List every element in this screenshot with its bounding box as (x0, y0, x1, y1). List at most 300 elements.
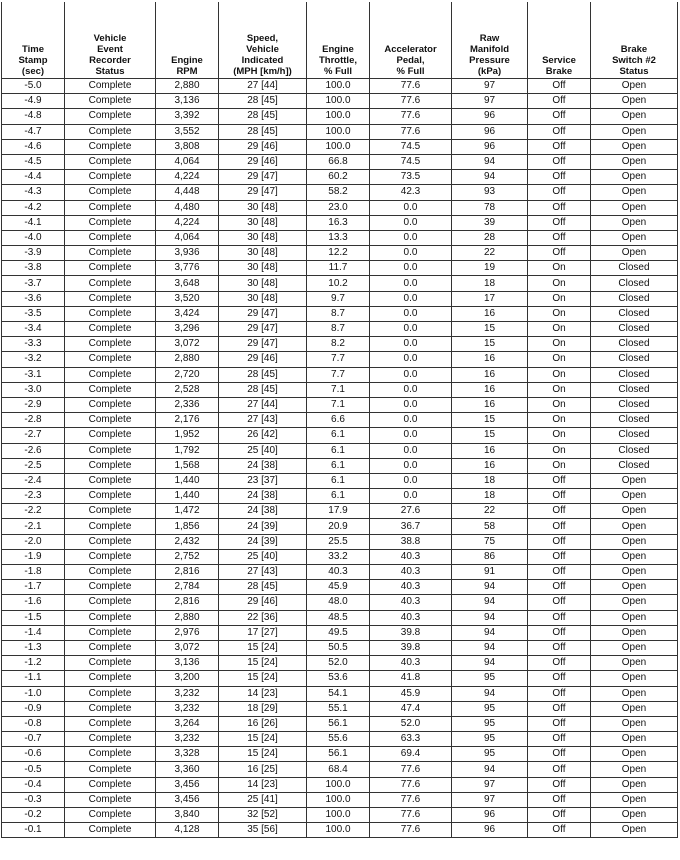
recorder-status-cell: Complete (65, 823, 156, 838)
vehicle-speed-cell: 14 [23] (219, 686, 307, 701)
engine-throttle-cell: 100.0 (307, 777, 370, 792)
header-label-line: Service (542, 55, 576, 66)
header-row (2, 2, 678, 79)
brake-switch-cell: Open (591, 534, 678, 549)
vehicle-speed-cell: 25 [41] (219, 792, 307, 807)
table-row (2, 139, 678, 154)
engine-throttle-cell: 6.1 (307, 473, 370, 488)
manifold-pressure-cell: 15 (452, 428, 528, 443)
service-brake-cell: On (528, 443, 591, 458)
vehicle-speed-cell: 24 [39] (219, 534, 307, 549)
service-brake-cell: On (528, 413, 591, 428)
service-brake-cell: Off (528, 94, 591, 109)
header-label-line: Pedal, (396, 55, 425, 66)
service-brake-cell: Off (528, 595, 591, 610)
manifold-pressure-cell: 97 (452, 777, 528, 792)
service-brake-cell: Off (528, 762, 591, 777)
brake-switch-header (591, 2, 678, 79)
table-row (2, 79, 678, 94)
engine-throttle-cell: 7.1 (307, 397, 370, 412)
time-stamp-cell: -2.4 (2, 473, 65, 488)
time-stamp-cell: -1.3 (2, 640, 65, 655)
engine-throttle-cell: 68.4 (307, 762, 370, 777)
header-label-line: Manifold (469, 44, 510, 55)
recorder-status-cell: Complete (65, 261, 156, 276)
manifold-pressure-cell: 16 (452, 306, 528, 321)
table-row (2, 413, 678, 428)
vehicle-speed-cell: 18 [29] (219, 701, 307, 716)
time-stamp-cell: -0.2 (2, 808, 65, 823)
manifold-pressure-cell: 17 (452, 291, 528, 306)
time-stamp-cell: -0.4 (2, 777, 65, 792)
service-brake-cell: Off (528, 565, 591, 580)
manifold-pressure-cell: 19 (452, 261, 528, 276)
vehicle-speed-cell: 29 [47] (219, 185, 307, 200)
service-brake-cell: Off (528, 823, 591, 838)
table-row (2, 215, 678, 230)
engine-rpm-cell: 2,720 (156, 367, 219, 382)
vehicle-speed-cell: 22 [36] (219, 610, 307, 625)
service-brake-cell: Off (528, 686, 591, 701)
recorder-status-cell: Complete (65, 79, 156, 94)
engine-rpm-cell: 3,232 (156, 701, 219, 716)
time-stamp-cell: -2.9 (2, 397, 65, 412)
brake-switch-cell: Open (591, 154, 678, 169)
table-row (2, 716, 678, 731)
recorder-status-cell: Complete (65, 246, 156, 261)
recorder-status-cell: Complete (65, 337, 156, 352)
manifold-pressure-cell: 94 (452, 686, 528, 701)
engine-rpm-cell: 2,176 (156, 413, 219, 428)
engine-rpm-cell: 1,792 (156, 443, 219, 458)
recorder-status-cell: Complete (65, 565, 156, 580)
manifold-pressure-cell: 94 (452, 656, 528, 671)
accelerator-pedal-header (370, 2, 452, 79)
manifold-pressure-cell: 22 (452, 504, 528, 519)
brake-switch-cell: Open (591, 747, 678, 762)
recorder-status-cell: Complete (65, 170, 156, 185)
time-stamp-cell: -0.7 (2, 732, 65, 747)
accelerator-pedal-cell: 0.0 (370, 306, 452, 321)
time-stamp-cell: -1.2 (2, 656, 65, 671)
header-label-line: Engine (322, 44, 354, 55)
table-row (2, 230, 678, 245)
time-stamp-cell: -3.2 (2, 352, 65, 367)
time-stamp-cell: -1.5 (2, 610, 65, 625)
brake-switch-cell: Open (591, 170, 678, 185)
manifold-pressure-cell: 15 (452, 322, 528, 337)
table-row (2, 549, 678, 564)
vehicle-speed-cell: 28 [45] (219, 124, 307, 139)
vehicle-speed-cell: 29 [47] (219, 322, 307, 337)
time-stamp-cell: -4.2 (2, 200, 65, 215)
table-row (2, 656, 678, 671)
table-row (2, 170, 678, 185)
table-row (2, 640, 678, 655)
vehicle-speed-cell: 17 [27] (219, 625, 307, 640)
engine-throttle-cell: 6.1 (307, 428, 370, 443)
header-label-line: Accelerator (384, 44, 437, 55)
time-stamp-cell: -1.6 (2, 595, 65, 610)
manifold-pressure-cell: 16 (452, 367, 528, 382)
brake-switch-cell: Open (591, 823, 678, 838)
engine-rpm-cell: 3,200 (156, 671, 219, 686)
brake-switch-cell: Open (591, 580, 678, 595)
table-row (2, 747, 678, 762)
engine-rpm-cell: 1,856 (156, 519, 219, 534)
manifold-pressure-cell: 96 (452, 124, 528, 139)
time-stamp-cell: -3.3 (2, 337, 65, 352)
recorder-status-header (65, 2, 156, 79)
accelerator-pedal-cell: 39.8 (370, 625, 452, 640)
service-brake-cell: On (528, 306, 591, 321)
recorder-status-cell: Complete (65, 792, 156, 807)
engine-throttle-cell: 6.6 (307, 413, 370, 428)
service-brake-cell: On (528, 428, 591, 443)
header-label-line: (MPH [km/h]) (233, 66, 292, 77)
time-stamp-cell: -0.9 (2, 701, 65, 716)
vehicle-speed-cell: 29 [47] (219, 306, 307, 321)
accelerator-pedal-cell: 0.0 (370, 367, 452, 382)
accelerator-pedal-cell: 0.0 (370, 230, 452, 245)
engine-throttle-cell: 7.7 (307, 367, 370, 382)
header-label-line: Stamp (18, 55, 48, 66)
brake-switch-cell: Open (591, 185, 678, 200)
engine-rpm-cell: 1,440 (156, 489, 219, 504)
manifold-pressure-cell: 16 (452, 382, 528, 397)
service-brake-cell: Off (528, 747, 591, 762)
vehicle-speed-cell: 25 [40] (219, 443, 307, 458)
engine-throttle-cell: 58.2 (307, 185, 370, 200)
accelerator-pedal-cell: 40.3 (370, 610, 452, 625)
vehicle-speed-header (219, 2, 307, 79)
accelerator-pedal-cell: 74.5 (370, 139, 452, 154)
engine-throttle-cell: 6.1 (307, 458, 370, 473)
table-row (2, 762, 678, 777)
recorder-status-cell: Complete (65, 397, 156, 412)
engine-throttle-cell: 48.5 (307, 610, 370, 625)
engine-throttle-cell: 66.8 (307, 154, 370, 169)
time-stamp-cell: -4.6 (2, 139, 65, 154)
table-row (2, 428, 678, 443)
time-stamp-cell: -3.5 (2, 306, 65, 321)
service-brake-cell: Off (528, 701, 591, 716)
vehicle-speed-cell: 15 [24] (219, 656, 307, 671)
engine-rpm-cell: 3,456 (156, 777, 219, 792)
table-body (2, 79, 678, 838)
recorder-status-cell: Complete (65, 382, 156, 397)
table-row (2, 777, 678, 792)
time-stamp-cell: -1.9 (2, 549, 65, 564)
accelerator-pedal-cell: 77.6 (370, 808, 452, 823)
engine-throttle-cell: 7.1 (307, 382, 370, 397)
recorder-status-cell: Complete (65, 489, 156, 504)
engine-rpm-cell: 3,232 (156, 732, 219, 747)
header-label-line: % Full (324, 66, 352, 77)
brake-switch-cell: Open (591, 640, 678, 655)
engine-rpm-cell: 3,808 (156, 139, 219, 154)
service-brake-cell: Off (528, 808, 591, 823)
manifold-pressure-cell: 18 (452, 473, 528, 488)
header-label-line: Speed, (246, 33, 279, 44)
brake-switch-cell: Open (591, 656, 678, 671)
accelerator-pedal-cell: 40.3 (370, 565, 452, 580)
manifold-pressure-cell: 16 (452, 458, 528, 473)
time-stamp-cell: -2.7 (2, 428, 65, 443)
vehicle-speed-cell: 27 [43] (219, 413, 307, 428)
brake-switch-cell: Open (591, 777, 678, 792)
header-label-line: Throttle, (319, 55, 357, 66)
engine-rpm-cell: 2,336 (156, 397, 219, 412)
service-brake-header (528, 2, 591, 79)
manifold-pressure-cell: 94 (452, 170, 528, 185)
time-stamp-cell: -1.0 (2, 686, 65, 701)
table-header (2, 2, 678, 79)
brake-switch-cell: Open (591, 671, 678, 686)
recorder-status-cell: Complete (65, 610, 156, 625)
table-row (2, 701, 678, 716)
service-brake-cell: Off (528, 185, 591, 200)
accelerator-pedal-cell: 0.0 (370, 413, 452, 428)
time-stamp-cell: -0.3 (2, 792, 65, 807)
time-stamp-cell: -1.4 (2, 625, 65, 640)
accelerator-pedal-cell: 40.3 (370, 595, 452, 610)
engine-throttle-cell: 55.6 (307, 732, 370, 747)
engine-rpm-cell: 3,072 (156, 337, 219, 352)
service-brake-cell: Off (528, 170, 591, 185)
service-brake-cell: On (528, 291, 591, 306)
accelerator-pedal-cell: 42.3 (370, 185, 452, 200)
accelerator-pedal-cell: 77.6 (370, 94, 452, 109)
engine-throttle-cell: 100.0 (307, 124, 370, 139)
engine-throttle-cell: 50.5 (307, 640, 370, 655)
vehicle-speed-cell: 29 [46] (219, 139, 307, 154)
accelerator-pedal-cell: 36.7 (370, 519, 452, 534)
vehicle-speed-cell: 30 [48] (219, 261, 307, 276)
accelerator-pedal-cell: 0.0 (370, 337, 452, 352)
service-brake-cell: Off (528, 625, 591, 640)
manifold-pressure-cell: 94 (452, 154, 528, 169)
manifold-pressure-cell: 15 (452, 413, 528, 428)
table-row (2, 200, 678, 215)
brake-switch-cell: Open (591, 139, 678, 154)
recorder-status-cell: Complete (65, 777, 156, 792)
manifold-pressure-cell: 18 (452, 276, 528, 291)
accelerator-pedal-cell: 40.3 (370, 549, 452, 564)
accelerator-pedal-cell: 0.0 (370, 458, 452, 473)
manifold-pressure-cell: 16 (452, 352, 528, 367)
engine-throttle-cell: 23.0 (307, 200, 370, 215)
manifold-pressure-cell: 96 (452, 109, 528, 124)
service-brake-cell: Off (528, 200, 591, 215)
accelerator-pedal-cell: 77.6 (370, 79, 452, 94)
recorder-status-cell: Complete (65, 625, 156, 640)
manifold-pressure-cell: 97 (452, 94, 528, 109)
engine-throttle-cell: 8.2 (307, 337, 370, 352)
manifold-pressure-cell: 94 (452, 640, 528, 655)
vehicle-speed-cell: 15 [24] (219, 640, 307, 655)
brake-switch-cell: Open (591, 79, 678, 94)
accelerator-pedal-cell: 77.6 (370, 792, 452, 807)
service-brake-cell: Off (528, 640, 591, 655)
engine-rpm-cell: 3,360 (156, 762, 219, 777)
accelerator-pedal-cell: 0.0 (370, 397, 452, 412)
time-stamp-cell: -4.4 (2, 170, 65, 185)
accelerator-pedal-cell: 0.0 (370, 473, 452, 488)
time-stamp-cell: -0.8 (2, 716, 65, 731)
recorder-status-cell: Complete (65, 276, 156, 291)
accelerator-pedal-cell: 0.0 (370, 322, 452, 337)
time-stamp-cell: -1.1 (2, 671, 65, 686)
service-brake-cell: Off (528, 792, 591, 807)
engine-throttle-cell: 60.2 (307, 170, 370, 185)
accelerator-pedal-cell: 73.5 (370, 170, 452, 185)
header-label-line: Indicated (241, 55, 284, 66)
engine-throttle-cell: 17.9 (307, 504, 370, 519)
service-brake-cell: Off (528, 489, 591, 504)
recorder-status-cell: Complete (65, 124, 156, 139)
accelerator-pedal-cell: 77.6 (370, 109, 452, 124)
time-stamp-cell: -4.5 (2, 154, 65, 169)
brake-switch-cell: Closed (591, 397, 678, 412)
engine-rpm-cell: 2,816 (156, 565, 219, 580)
vehicle-speed-cell: 26 [42] (219, 428, 307, 443)
table-row (2, 322, 678, 337)
recorder-status-cell: Complete (65, 413, 156, 428)
vehicle-speed-cell: 27 [44] (219, 79, 307, 94)
vehicle-speed-cell: 16 [26] (219, 716, 307, 731)
manifold-pressure-cell: 58 (452, 519, 528, 534)
vehicle-speed-cell: 27 [43] (219, 565, 307, 580)
engine-rpm-cell: 3,840 (156, 808, 219, 823)
accelerator-pedal-cell: 39.8 (370, 640, 452, 655)
recorder-status-cell: Complete (65, 473, 156, 488)
time-stamp-cell: -3.4 (2, 322, 65, 337)
accelerator-pedal-cell: 40.3 (370, 656, 452, 671)
accelerator-pedal-cell: 0.0 (370, 382, 452, 397)
vehicle-speed-cell: 28 [45] (219, 94, 307, 109)
engine-rpm-cell: 2,880 (156, 79, 219, 94)
vehicle-speed-cell: 29 [46] (219, 595, 307, 610)
table-row (2, 261, 678, 276)
service-brake-cell: Off (528, 246, 591, 261)
engine-throttle-cell: 100.0 (307, 808, 370, 823)
engine-throttle-cell: 52.0 (307, 656, 370, 671)
service-brake-cell: Off (528, 154, 591, 169)
vehicle-speed-cell: 28 [45] (219, 580, 307, 595)
manifold-pressure-cell: 96 (452, 808, 528, 823)
time-stamp-cell: -5.0 (2, 79, 65, 94)
engine-throttle-cell: 20.9 (307, 519, 370, 534)
accelerator-pedal-cell: 41.8 (370, 671, 452, 686)
table-row (2, 246, 678, 261)
recorder-status-cell: Complete (65, 580, 156, 595)
header-label-line: Status (619, 66, 649, 77)
time-stamp-cell: -3.7 (2, 276, 65, 291)
service-brake-cell: Off (528, 139, 591, 154)
table-row (2, 154, 678, 169)
time-stamp-cell: -2.5 (2, 458, 65, 473)
brake-switch-cell: Open (591, 519, 678, 534)
brake-switch-cell: Closed (591, 428, 678, 443)
time-stamp-cell: -2.6 (2, 443, 65, 458)
header-label-line: (kPa) (477, 66, 502, 77)
engine-rpm-cell: 2,528 (156, 382, 219, 397)
engine-throttle-cell: 100.0 (307, 823, 370, 838)
accelerator-pedal-cell: 0.0 (370, 215, 452, 230)
manifold-pressure-cell: 22 (452, 246, 528, 261)
service-brake-cell: Off (528, 732, 591, 747)
brake-switch-cell: Closed (591, 337, 678, 352)
recorder-status-cell: Complete (65, 808, 156, 823)
service-brake-cell: Off (528, 549, 591, 564)
brake-switch-cell: Closed (591, 443, 678, 458)
recorder-status-cell: Complete (65, 352, 156, 367)
brake-switch-cell: Closed (591, 367, 678, 382)
header-label-line: % Full (396, 66, 425, 77)
accelerator-pedal-cell: 27.6 (370, 504, 452, 519)
header-label-line: (sec) (21, 66, 45, 77)
recorder-status-cell: Complete (65, 185, 156, 200)
accelerator-pedal-cell: 0.0 (370, 352, 452, 367)
time-stamp-cell: -3.1 (2, 367, 65, 382)
accelerator-pedal-cell: 38.8 (370, 534, 452, 549)
header-label-line: Recorder (89, 55, 131, 66)
header-label-line: Brake (620, 44, 648, 55)
recorder-status-cell: Complete (65, 154, 156, 169)
accelerator-pedal-cell: 74.5 (370, 154, 452, 169)
accelerator-pedal-cell: 63.3 (370, 732, 452, 747)
brake-switch-cell: Closed (591, 276, 678, 291)
engine-rpm-cell: 2,816 (156, 595, 219, 610)
time-stamp-header (2, 2, 65, 79)
brake-switch-cell: Open (591, 246, 678, 261)
engine-rpm-cell: 4,128 (156, 823, 219, 838)
manifold-pressure-cell: 78 (452, 200, 528, 215)
engine-rpm-cell: 2,752 (156, 549, 219, 564)
manifold-pressure-cell: 16 (452, 397, 528, 412)
table-row (2, 595, 678, 610)
service-brake-cell: Off (528, 777, 591, 792)
time-stamp-cell: -3.9 (2, 246, 65, 261)
table-row (2, 337, 678, 352)
engine-rpm-cell: 3,776 (156, 261, 219, 276)
engine-throttle-header (307, 2, 370, 79)
recorder-status-cell: Complete (65, 367, 156, 382)
time-stamp-cell: -4.9 (2, 94, 65, 109)
header-label-line: Engine (171, 55, 203, 66)
brake-switch-cell: Closed (591, 261, 678, 276)
recorder-status-cell: Complete (65, 306, 156, 321)
table-row (2, 352, 678, 367)
accelerator-pedal-cell: 0.0 (370, 291, 452, 306)
recorder-status-cell: Complete (65, 595, 156, 610)
engine-rpm-cell: 3,520 (156, 291, 219, 306)
engine-throttle-cell: 25.5 (307, 534, 370, 549)
engine-throttle-cell: 16.3 (307, 215, 370, 230)
vehicle-speed-cell: 24 [38] (219, 458, 307, 473)
recorder-status-cell: Complete (65, 549, 156, 564)
accelerator-pedal-cell: 52.0 (370, 716, 452, 731)
vehicle-speed-cell: 25 [40] (219, 549, 307, 564)
service-brake-cell: Off (528, 79, 591, 94)
brake-switch-cell: Open (591, 504, 678, 519)
time-stamp-cell: -2.8 (2, 413, 65, 428)
service-brake-cell: On (528, 276, 591, 291)
time-stamp-cell: -0.5 (2, 762, 65, 777)
service-brake-cell: Off (528, 124, 591, 139)
manifold-pressure-cell: 15 (452, 337, 528, 352)
